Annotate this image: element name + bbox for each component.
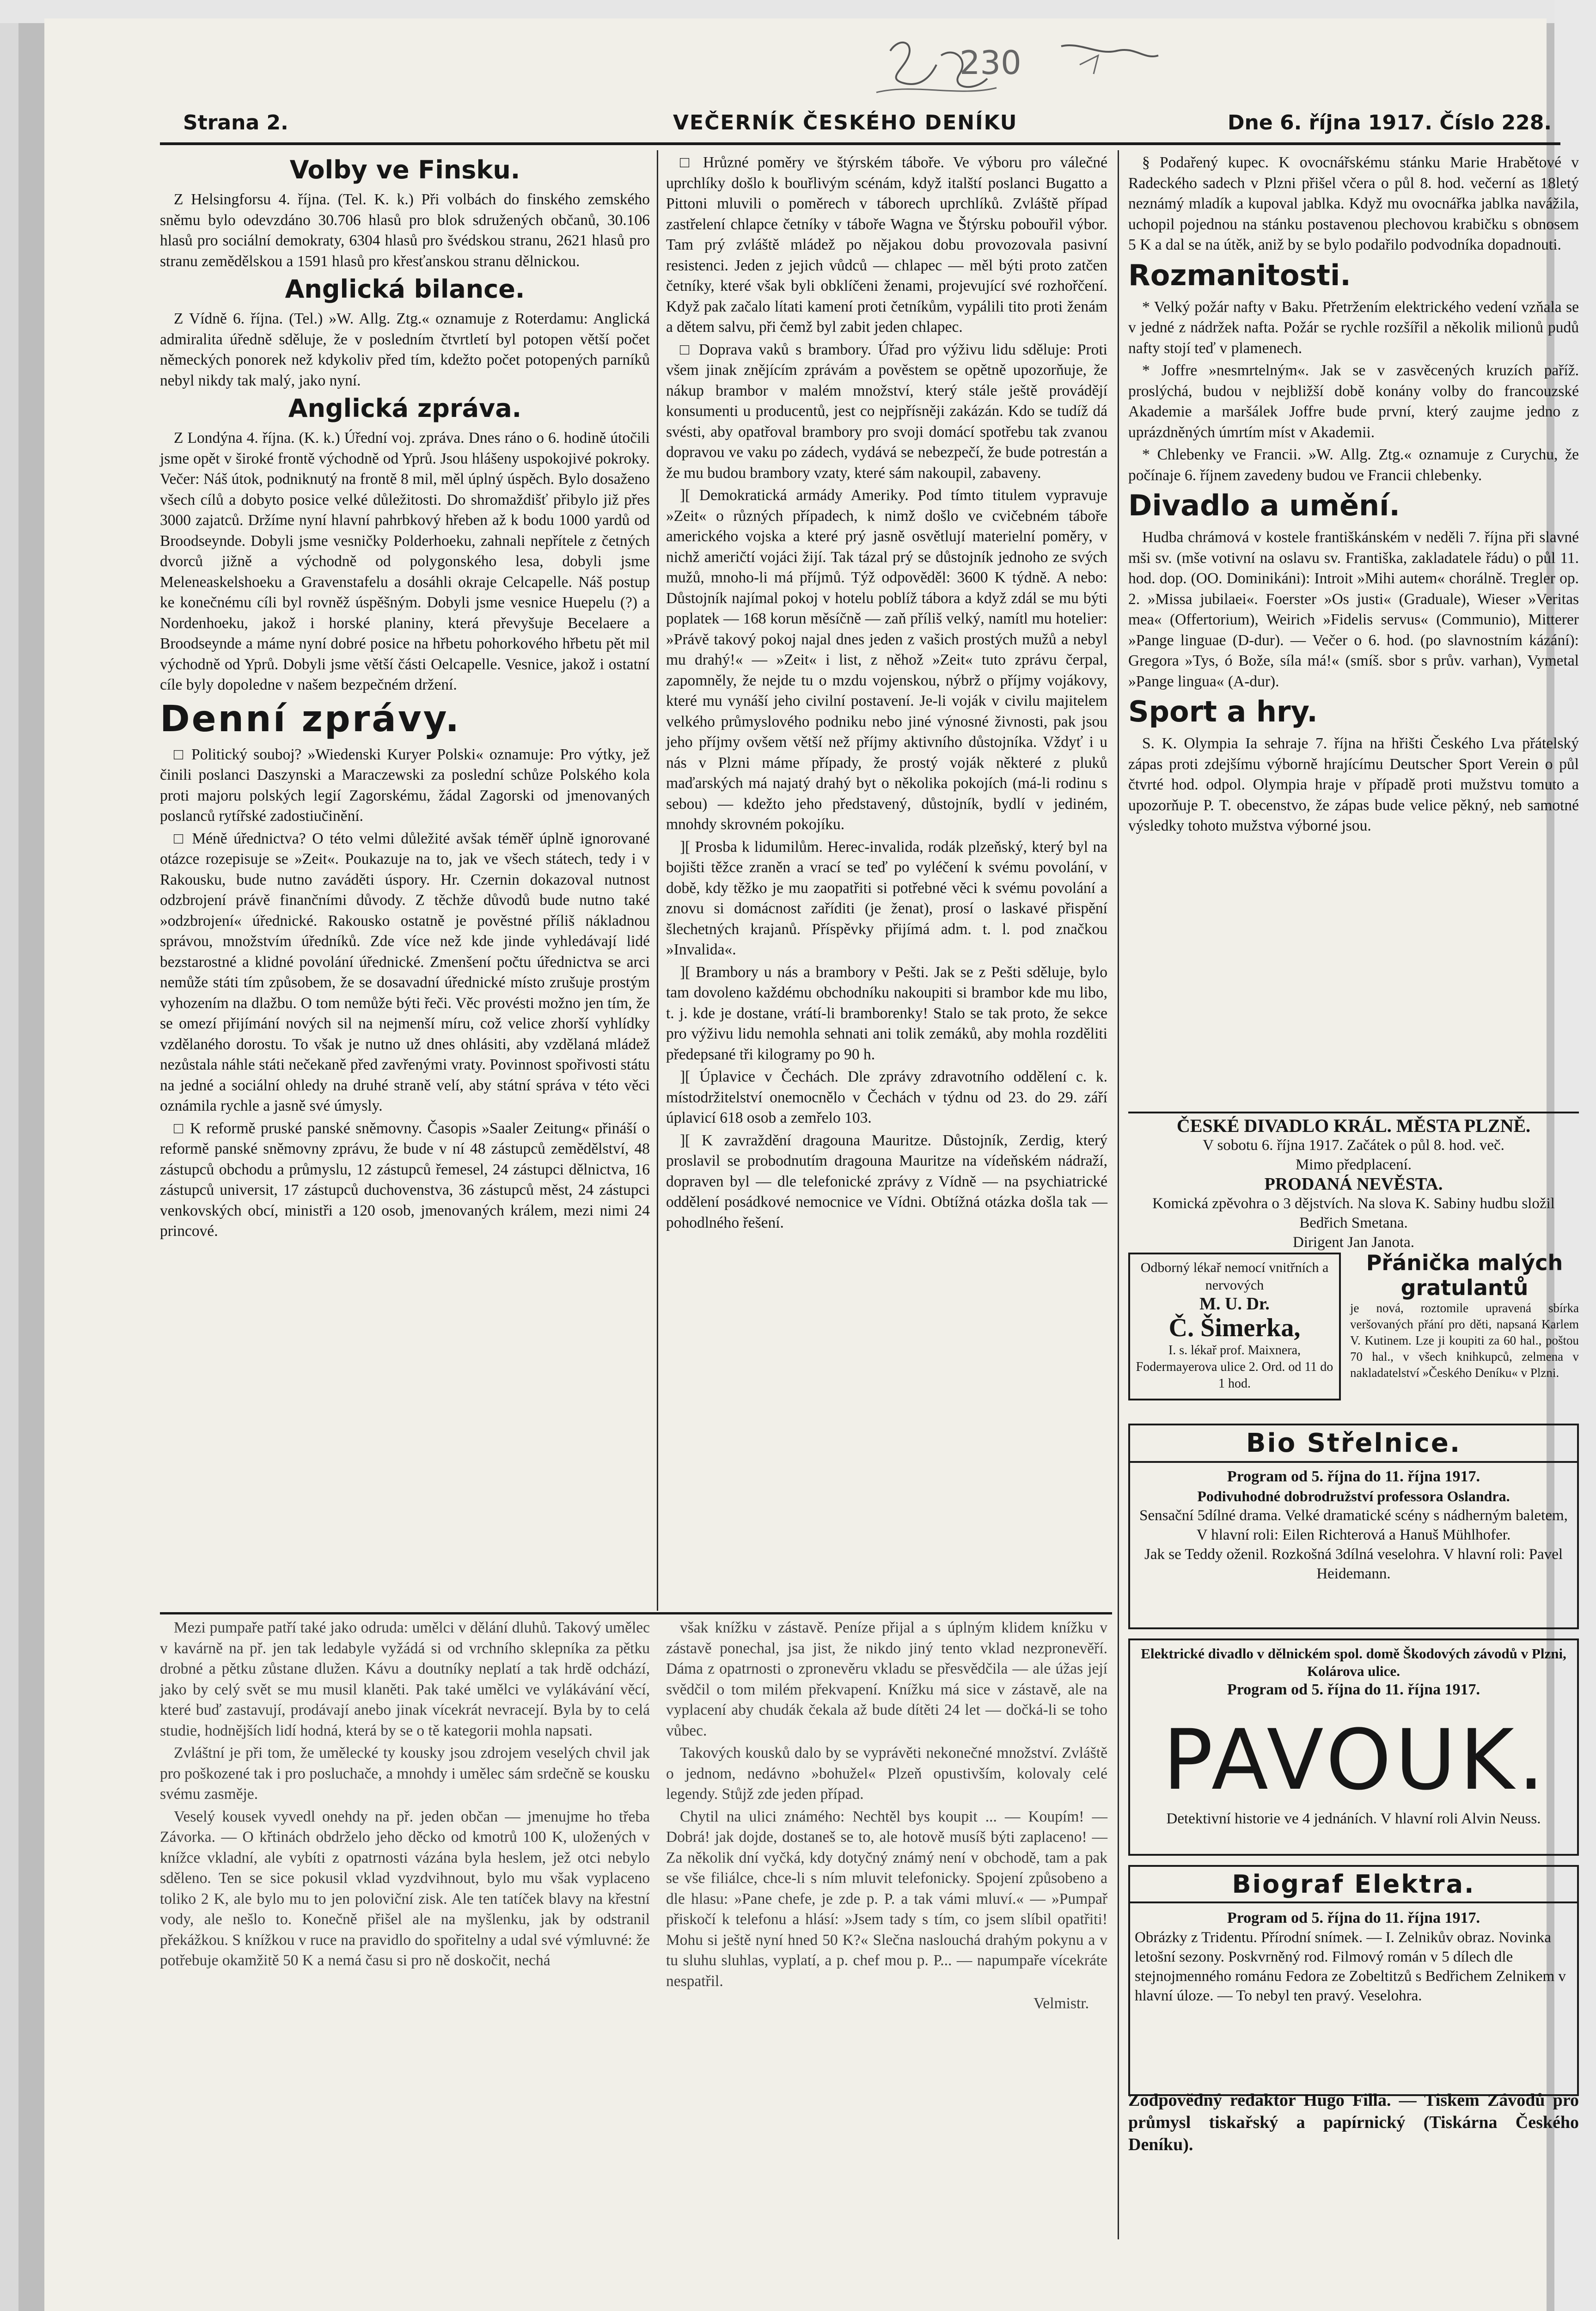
- feuilleton-left: [160, 1618, 650, 2237]
- section-varieties: Rozmanitosti.: [1128, 258, 1351, 292]
- page-number: Strana 2.: [183, 111, 288, 135]
- article-plea: ][ Prosba k lidumilům. Herec-invalida, rodák plzeňský, který byl na bojišti těžce zraněn a vrací se teď po vyléčení k svému povolání, v době, kdy těžko je mu zaopatřiti si potřebné věci k svému povolání a znovu si domácnost zaříditi (je ženat), prosí o laskavé přispění šlechetných krajanů. Příspěvky přijímá adm. t. l. pod značkou »Invalida«.: [666, 838, 1107, 958]
- article-prussian-reform: □ K reformě pruské panské sněmovny. Časopis »Saaler Zeitung« přináší o reformě panské sněmovny zprávu, že bude v ní 48 zástupců zemědělství, 48 zástupců obchodu a průmyslu, 12 zástupců řemesel, 24 zástupci dělnictva, 16 zástupců universit, 17 zástupců duchovenstva, 36 zástupců měst, 24 zástupci venkovských obcí, ministři a 120 osob, jmenovaných králem, mezi nimi 24 princové.: [160, 1119, 650, 1240]
- article-styrian-camp: □ Hrůzné poměry ve štýrském táboře. Ve výboru pro válečné uprchlíky došlo k bouřlivým scénám, když italští poslanci Bugatto a Pittoni mluvili o poměrech v táborech uprchlíků. Zvláště případ zastřelení chlapce četníky v táboře Wagna ve Štýrsku pobouřil výbor. Tam prý zvláště mládež po nějakou dobu provozovala pasivní resistenci. Jeden z jejich vůdců — chlapec — měl býti proto zatčen četníky, které však byli obklíčeni ženami, projevující své rozhořčení. Když pak začalo lítati kamení proti četníkům, vypálili tito proti ženám a dětem salvu, při čemž byl zabit jeden chlapec.: [666, 154, 1107, 336]
- doctor-ad: [1128, 1253, 1341, 1400]
- article-church-music: Hudba chrámová v kostele františkánském v neděli 7. října při slavné mši sv. (mše votivní na oslavu sv. Františka, zakladatele řádu) o půl 11. hod. dop. (OO. Dominikáni): Introit »Mihi autem« chorálně. Tregler op. 2. »Missa jubilaei«. Foerster »Os justi« (Graduale), Wieser »Veritas mea« (Offertorium), Weirich »Fidelis servus« (Communio), Mitterer »Pange linguae (D-dur). — Večer o 6. hod. (po slavnostním kázání): Gregora »Tys, ó Bože, síla má!« (smíš. sbor s prův. varhan), Vymetal »Pange lingua« (A-dur).: [1128, 529, 1579, 690]
- article-dysentery: ][ Úplavice v Čechách. Dle zprávy zdravotního oddělení c. k. místodržitelství onemocnělo v Čechách v týdnu od 23. do 29. září úplavicí 618 osob a zemřelo 103.: [666, 1068, 1107, 1126]
- biograf-elektra-body: [1135, 1908, 1572, 2005]
- feuilleton-paragraph: Zvláštní je při tom, že umělecké ty kousky jsou zdrojem veselých chvil jak pro poškozené tak i pro posluchače, a mnohdy i umělec sám srdečně se kousku svému zasměje.: [160, 1744, 650, 1803]
- doctor-name: Č. Šimerka,: [1168, 1314, 1301, 1342]
- headline-english-balance: Anglická bilance.: [285, 275, 525, 304]
- column-divider: [1118, 150, 1119, 2239]
- electric-theatre-title: Elektrické divadlo v dělnickém spol. domě Škodových závodů v Plzni, Kolárova ulice.: [1141, 1645, 1566, 1679]
- film-title-pavouk: PAVOUK.: [1162, 1712, 1548, 1809]
- article-american-army: ][ Demokratická armády Ameriky. Pod tímto titulem vypravuje »Zeit« o různých případech, k nimž došlo ve cvičebném táboře amerického vojska a které prý jasně osvětlují materielní poměry, v nichž američtí vojáci žijí. Tak tázal prý se důstojník jednoho ze svých mužů, mnoho-li má příjmů. Týž odpověděl: 3600 K týdně. A nebo: Důstojník najímal pokoj v hotelu poblíž tábora a když zdál se mu býti poplatek — 168 korun měsíčně — zaň příliš velký, namítl mu hotelier: »Právě takový pokoj najal dnes jeden z vašich prostých mužů a nebyl mu drahý!« — »Zeit« i list, z něhož »Zeit« tuto zprávu čerpal, zapomněly, že nejde tu o mzdu vojenskou, nýbrž o příjmy vojákovy, které mu vynáší jeho civilní postavení. Je-li voják v civilu majitelem velkého průmyslového podniku nebo jiné výnosné živnosti, pak jsou jeho příjmy ovšem větší než příjmy aktivního důstojníka. Vždyť i u nás v Plzni máme případy, že prostý voják některé z pluků maďarských má najatý drahý byt o několika pokojích (má-li rodinu s sebou) — kdežto jeho představený, důstojník, bydlí v jediném, mnohdy skrovném pokojíku.: [666, 487, 1107, 833]
- article-english-balance: Z Vídně 6. října. (Tel.) »W. Allg. Ztg.« oznamuje z Roterdamu: Anglická admiralita úředně sděluje, že v posledním čtvrtletí byl potopen větší počet německých ponorek než kdykoliv před tím, kdežto počet potopených parníků nebyl nikdy tak malý, jako nyní.: [160, 310, 650, 389]
- handwritten-scribble: [821, 28, 1191, 106]
- theatre-ad: [1128, 1112, 1579, 1252]
- doctor-address: I. s. lékař prof. Maixnera, Fodermayerova ulice 2. Ord. od 11 do 1 hod.: [1136, 1343, 1333, 1391]
- biograf-elektra-ad: [1128, 1865, 1579, 2096]
- theatre-conductor: Dirigent Jan Janota.: [1292, 1234, 1415, 1251]
- section-daily-news: Denní zprávy.: [160, 698, 461, 740]
- feuilleton-signature: Velmistr.: [1033, 1995, 1089, 2012]
- article-finland: Z Helsingforsu 4. října. (Tel. K. k.) Při volbách do finského zemského sněmu bylo odevzdáno 30.706 hlasů pro blok sdružených občanů, 30.106 hlasů pro sociální demokraty, 6304 hlasů pro švédskou stranu, 2621 hlasů pro stranu zemědělskou a 1591 hlasů pro křesťanskou stranu dělnickou.: [160, 191, 650, 270]
- header-rule: [160, 142, 1560, 145]
- biograf-elektra-films: Obrázky z Tridentu. Přírodní snímek. — I. Zelnikův obraz. Novinka letošní sezony. Poskvrněný rod. Filmový román v 5 dílech dle stejnojmenného románu Fedora ze Zobeltitzů s Bedřichem Zelnikem v hlavní úloze. — To nebyl ten pravý. Veselohra.: [1135, 1929, 1566, 2004]
- feuilleton-right: [666, 1618, 1107, 2237]
- article-baku-fire: * Velký požár nafty v Baku. Přetržením elektrického vedení vzňala se v jedné z nádržek nafta. Požár se rychle rozšířil a několik milionů pudů nafty stojí teď v plamenech.: [1128, 298, 1579, 357]
- electric-theatre-header: [1135, 1645, 1572, 1700]
- newspaper-title: VEČERNÍK ČESKÉHO DENÍKU: [673, 111, 1018, 135]
- article-bread-cards: * Chlebenky ve Francii. »W. Allg. Ztg.« oznamuje z Curychu, že počínaje 6. říjnem zavedeny budou ve Francii chlebenky.: [1128, 446, 1579, 484]
- theatre-play: PRODANÁ NEVĚSTA.: [1264, 1174, 1443, 1194]
- biograf-elektra-title: Biograf Elektra.: [1130, 1870, 1577, 1903]
- bio-strelnice-program: Program od 5. října do 11. října 1917.: [1227, 1468, 1480, 1485]
- theatre-date: V sobotu 6. října 1917. Začátek o půl 8. hod. več.: [1203, 1137, 1504, 1154]
- theatre-description: Komická zpěvohra o 3 dějstvích. Na slova K. Sabiny hudbu složil Bedřich Smetana.: [1152, 1195, 1555, 1231]
- doctor-degree: M. U. Dr.: [1199, 1294, 1270, 1314]
- wishes-text: je nová, roztomile upravená sbírka veršovaných přání pro děti, napsaná Karlem V. Kutinem. Lze ji koupiti za 60 hal., poštou 70 hal., v všech knihkupců, zelmena v nakladatelství »Českého Deníku« v Plzni.: [1350, 1301, 1579, 1380]
- theatre-title: ČESKÉ DIVADLO KRÁL. MĚSTA PLZNĚ.: [1128, 1112, 1579, 1136]
- section-sport: Sport a hry.: [1128, 695, 1318, 728]
- article-joffre: * Joffre »nesmrtelným«. Jak se v zasvěcených kruzích paříž. proslýchá, budou v nejbližší době konány volby do francouzské Akademie a maršálek Joffre bude první, který zaujme jedno z uprázdněných úmrtím míst v Akademii.: [1128, 362, 1579, 441]
- newspaper-page: [44, 18, 1579, 2311]
- advertisements: [1128, 1112, 1579, 2244]
- issue-date: Dne 6. října 1917. Číslo 228.: [1228, 111, 1552, 135]
- bio-strelnice-ad: [1128, 1424, 1579, 1629]
- article-merchant: § Podařený kupec. K ovocnářskému stánku Marie Hrabětové v Radeckého sadech v Plzni přišel včera o půl 8. hod. večerní as 18letý neznámý mladík a kupoval jablka. Když mu ovocnářka jablka navážila, uchopil pojednou na stánku postavenou plechovou krabičku s obnosem 5 K a dal se na útěk, aniž by se bylo podařilo podvodníka dopadnouti.: [1128, 154, 1579, 253]
- headline-english-report: Anglická zpráva.: [288, 394, 522, 423]
- bio-strelnice-title: Bio Střelnice.: [1130, 1428, 1577, 1463]
- bio-strelnice-feature: Podivuhodné dobrodružství professora Oslandra.: [1197, 1488, 1510, 1504]
- article-english-report: Z Londýna 4. října. (K. k.) Úřední voj. zpráva. Dnes ráno o 6. hodině útočili jsme opět v široké frontě východně od Yprů. Jsou hlášeny uspokojivé pokroky. Večer: Náš útok, podniknutý na frontě 8 mil, měl úplný úspěch. Bylo dosaženo všech cílů a dobyto posice velké důležitosti. Do shromaždišť přibylo již přes 3000 zajatců. Držíme nyní hlavní pahrbkový hřeben až k bodu 1000 yardů od Broodseynde. Dobyli jsme vesničky Polderhoeku, zahnali nepřítele z četných dvorců jižně a východně od polygonského lesa, dobyli jsme Meleneaskelshoeku a Gravenstafelu a dosáhli okraje Celcapelle. Náš postup ke konečnému cíli byl rovněž úspěšným. Dobyli jsme vesnice Huepelu (?) a Nordenhoeku, jakož i horské planiny, která převyšuje Becelaere a Broodseynde a máme nyní dobré posice na hřbetu pohorkového hřbetu pět mil východně od Yprů. Dobyli jsme větší části Oelcapelle. Vesnice, jakož i ostatní cíle byly dopoledne v našem bezpečném držení.: [160, 429, 650, 693]
- column-divider: [657, 150, 658, 1611]
- article-mauritz: ][ K zavraždění dragouna Mauritze. Důstojník, Zerdig, který proslavil se probodnutím dragouna Mauritze na vídeňském nádraží, dopraven byl — dle telefonické zprávy z Vídně — na psychiatrické oddělení posádkové nemocnice ve Vídni. Obtížná otázka došla tak — pohodlného řešení.: [666, 1131, 1107, 1231]
- bio-strelnice-drama: Sensační 5dílné drama. Velké dramatické scény s nádherným baletem, V hlavní roli: Eilen Richterová a Hanuš Mühlhofer.: [1139, 1507, 1568, 1543]
- article-political-duel: □ Politický souboj? »Wiedenski Kuryer Polski« oznamuje: Pro výtky, jež činili poslanci Daszynski a Maraczewski za poslední schůze Polského kola proti majoru polských legií Zagorskému, žádal Zagorski od jmenovaných poslanců rytířské zadostiučinění.: [160, 746, 650, 825]
- electric-theatre-description: Detektivní historie ve 4 jednáních. V hlavní roli Alvin Neuss.: [1166, 1810, 1541, 1827]
- doctor-specialty: Odborný lékař nemocí vnitřních a nervových: [1140, 1260, 1329, 1293]
- section-theatre-art: Divadlo a umění.: [1128, 489, 1400, 522]
- wishes-title: Přánička malých gratulantů: [1366, 1250, 1563, 1300]
- bio-strelnice-body: [1135, 1467, 1572, 1583]
- scribble-number: 230: [960, 44, 1021, 82]
- theatre-subscription: Mimo předplacení.: [1295, 1156, 1412, 1173]
- bio-strelnice-comedy: Jak se Teddy oženil. Rozkošná 3dílná veselohra. V hlavní roli: Pavel Heidemann.: [1144, 1546, 1563, 1582]
- article-officials: □ Méně úřednictva? O této velmi důležité avšak téměř úplně ignorované otázce rozepisuje se »Zeit«. Poukazuje na to, jak ve všech státech, tedy i v Rakousku, bude nutno zaváděti úspory. Hr. Czernin dokazoval nutnost odzbrojení právě finančními důvody. Z těchže důvodů bude nutno také »odzbrojení« úřednické. Rakousko ostatně je pověstné příliš nákladnou správou, množstvím úředníků. Zde více než kde jinde vyhledávají lidé bezstarostné a klidné povolání úřednické. Zmenšení počtu úřednictva se arci nemůže státi tím způsobem, že se dosavadní úřednické místo zrušuje prostým vyhozením na dlažbu. O tom nemůže býti řeči. Věc provésti možno jen tím, že se omezí přijímání nových sil na nejmenší míru, což velice zhorší vyhlídky vzdělaného dorostu. To však je nutno už dnes ohlásiti, aby vzdělaná mládež nezůstala náhle státi nečekaně před zavřenými vraty. Povinnost spořivosti státu na jedné a sociální ohledy na druhé straně velí, aby státní správa v této věci oznámila rychle a jasně své úmysly.: [160, 830, 650, 1114]
- article-olympia: S. K. Olympia Ia sehraje 7. října na hřišti Českého Lva přátelský zápas proti zdejšímu výborně hrajícímu Deutscher Sport Verein o půl čtvrté hod. odpol. Olympia hraje v případě proti mužstvu tomuto a upozorňuje P. T. obecenstvo, že zápas bude velice pěkný, neb samotné výsledky tohoto mužstva výborné jsou.: [1128, 735, 1579, 834]
- column-1: [160, 153, 650, 1608]
- column-3: [1128, 153, 1579, 1105]
- section-rule: [160, 1612, 1112, 1614]
- biograf-elektra-program: Program od 5. října do 11. října 1917.: [1227, 1909, 1480, 1926]
- scan-left-edge: [0, 0, 18, 2311]
- article-potatoes-pest: ][ Brambory u nás a brambory v Pešti. Jak se z Pešti sděluje, bylo tam dovoleno každému obchodníku nakoupiti si brambor kde mu libo, t. j. kde je dostane, vrátí-li bramborenky! Stalo se tak proto, že sekce pro výživu lidu nemohla sehnati ani tolik zemáků, aby mohla rozděliti předepsané tři kilogramy po 90 h.: [666, 963, 1107, 1063]
- column-2: [666, 153, 1107, 1608]
- feuilleton-paragraph: Takových kousků dalo by se vyprávěti nekonečné množství. Zvláště o jednom, nedávno »bohužel« Plzeň opustivším, kolovaly celé legendy. Stůjž zde jeden případ.: [666, 1744, 1107, 1803]
- headline-finland: Volby ve Finsku.: [289, 155, 520, 184]
- feuilleton-paragraph: Mezi pumpaře patří také jako odruda: umělci v dělání dluhů. Takový umělec v kavárně na př. jen tak ledabyle vyžádá si od vrchního sklepníka za pětku drobné a pětku zůstane dlužen. Kávu a doutníky neplatí a tak hrdě odchází, jako by celý svět se mu musil klaněti. Pak také umělci ve vylákávání věcí, které buď zastavují, prodávají anebo jinak vícekrát nevracejí. Byla by to celá studie, hodnějších lidí hodná, která by se o tě kategorii mohla napsati.: [160, 1619, 650, 1739]
- electric-theatre-ad: [1128, 1638, 1579, 1856]
- feuilleton-paragraph: Veselý kousek vyvedl onehdy na př. jeden občan — jmenujme ho třeba Závorka. — O křtinách obdrželo jeho děcko od kmotrů 100 K, uložených v knížce vkladní, ale vybíti z opatrnosti vázána byla heslem, jež otci nebylo sděleno. Ten se sice pokusil vklad vyzdvihnout, bylo mu však vyplaceno toliko 2 K, ale bylo mu to jen poloviční zisk. Ale ten tatíček blavy na křestní vody, ale nešlo to. Konečně přišel ale na myšlenku, jak by odstranil překážkou. S knížkou v ruce na pravidlo do spořitelny a udal své výmluvné: že potřebuje okamžitě 50 K a nemá času si pro ně doskočit, nechá: [160, 1808, 650, 1969]
- feuilleton-paragraph: však knížku v zástavě. Peníze přijal a s úplným klidem knížku v zástavě ponechal, jsa jist, že nikdo jiný tento vklad nezpronevěří. Dáma z opatrnosti o zpronevěru vkladu se přesvědčila — ale úžas její svědčil o tom milém překvapení. Knížku má sice v zástavě, ale na vyplacení aby chudák čekala až bude dítěti 24 let — dočká-li se toho vůbec.: [666, 1619, 1107, 1739]
- article-potato-bags: □ Doprava vaků s brambory. Úřad pro výživu lidu sděluje: Proti všem jinak znějícím zprávám a pověstem se opětně upozorňuje, že nákup brambor v malém množství, který stále ještě provádějí konsumenti u producentů, jest co nejpřísněji zakázán. Kdo se tudíž dá svésti, aby opatřoval brambory pro svoji domácí spotřebu tak zvanou dopravou ve vaku po zádech, vydává se nebezpečí, že bude potrestán a že mu budou brambory vzaty, které sám nakoupil, zabaveny.: [666, 341, 1107, 482]
- electric-theatre-program: Program od 5. října do 11. října 1917.: [1227, 1681, 1480, 1698]
- imprint-footer: Zodpovědný redaktor Hugo Filla. — Tiskem Závodů pro průmysl tiskařský a papírnický (Tiskárna Českého Deníku).: [1128, 2091, 1579, 2154]
- wishes-ad: [1350, 1250, 1579, 1381]
- feuilleton-paragraph: Chytil na ulici známého: Nechtěl bys koupit ... — Koupím! — Dobrá! jak dojde, dostaneš se to, ale hotově musíš býti zaplaceno! — Za několik dní vyčká, kdy dotyčný známý není v obchodě, tam a pak se vše filiálce, chce-li s ním mluvit telefonicky. Spojení způsobeno a dle hlasu: »Pane chefe, je zde p. P. a tak vámi mluví.« — »Pumpař přiskočí k telefonu a hlásí: »Jsem tady s tím, co jsem slíbil opatřiti! Mohu si ještě nyní hned 50 K?« Slečna naslouchá drahým pokynu a v tu sluhu sluhlas, vyplatí, a p. chef mou p. P... — napumpaře vícekráte nespatřil.: [666, 1808, 1107, 1990]
